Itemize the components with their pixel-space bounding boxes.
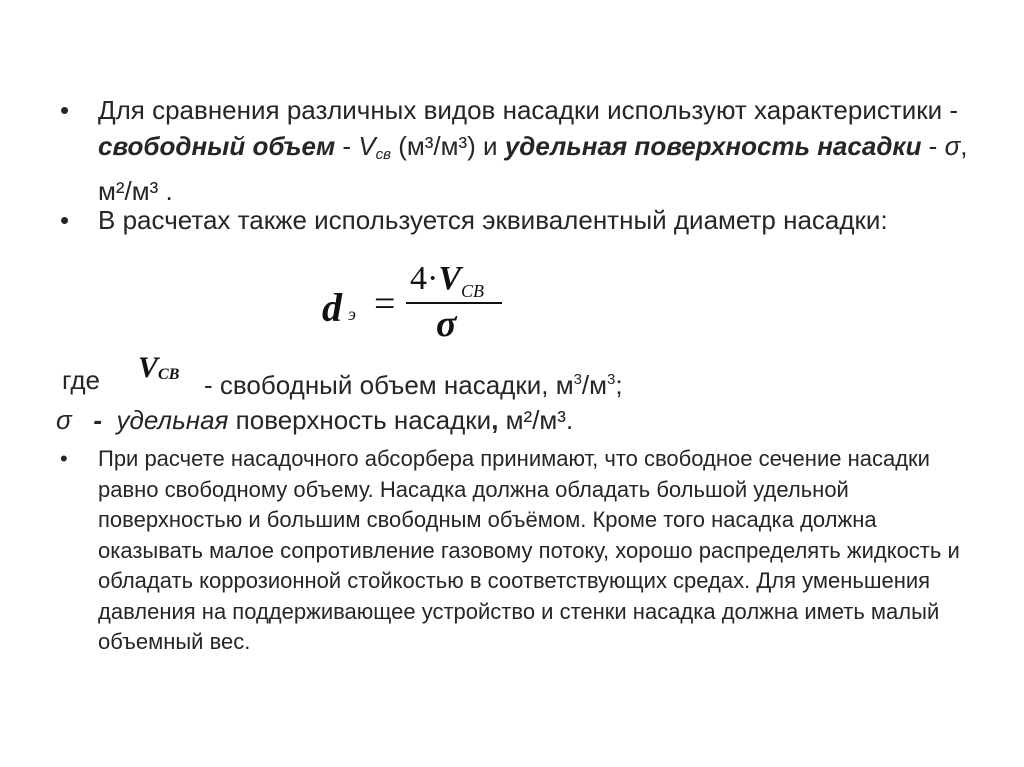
bullet-text xyxy=(98,92,978,209)
formula-equals: = xyxy=(374,283,396,325)
sigma-comma: , xyxy=(491,405,499,435)
where-description xyxy=(204,362,623,403)
formula-coef: 4· xyxy=(410,260,439,297)
where-var xyxy=(138,350,179,393)
where-sup: 3 xyxy=(607,371,616,388)
formula-num-var: V xyxy=(438,260,462,297)
var-v: V xyxy=(358,131,376,161)
formula-lhs-sub: э xyxy=(348,304,356,324)
bullet-text: В расчетах также используется эквивалентный диаметр насадки: xyxy=(98,205,888,235)
sigma-rest: поверхность насадки xyxy=(228,405,492,435)
sigma-line xyxy=(56,402,956,438)
text-part: (м³/м³) и xyxy=(391,131,505,161)
where-line xyxy=(62,351,962,400)
where-label: где xyxy=(62,365,100,395)
var-v-sub: св xyxy=(375,146,391,163)
formula-lhs: d xyxy=(322,285,342,330)
bullet-marker: • xyxy=(60,95,70,125)
bullet-marker: • xyxy=(60,446,68,471)
bullet-text: При расчете насадочного абсорбера принимают, что свободное сечение насадки равно свободному объему. Насадка должна обладать большой удельной поверхностью и большим свободным объёмом. Кроме того насадка должна оказывать малое сопротивление газовому потоку, хорошо распределять жидкость и обладать коррозионной стойкостью в соответствующих средах. Для уменьшения давления на поддерживающее устройство и стенки насадка должна иметь малый объемный вес. xyxy=(98,446,960,654)
formula-numerator xyxy=(410,260,484,302)
term-specific-surface: удельная поверхность насадки xyxy=(504,131,922,161)
sigma-dash: - xyxy=(71,405,117,435)
sigma-var: σ xyxy=(56,405,72,435)
text-part: Для сравнения различных видов насадки используют характеристики - xyxy=(98,95,959,125)
formula-denominator: σ xyxy=(436,303,457,345)
bullet-marker: • xyxy=(60,205,70,235)
sigma-term: удельная xyxy=(116,405,229,435)
where-sup: 3 xyxy=(573,371,582,388)
where-var-sub: СВ xyxy=(158,366,180,383)
formula-num-sub: СВ xyxy=(461,281,485,301)
formula-equivalent-diameter xyxy=(318,260,518,350)
sigma-units: м²/м³. xyxy=(498,405,574,435)
where-mid: /м xyxy=(581,370,608,400)
where-var-letter: V xyxy=(138,351,159,384)
where-text: - свободный объем насадки, м xyxy=(204,370,574,400)
text-part: , м²/м³ . xyxy=(98,131,968,206)
term-free-volume: свободный объем xyxy=(98,131,336,161)
text-part: - xyxy=(335,131,359,161)
var-sigma: σ xyxy=(944,131,961,161)
where-end: ; xyxy=(615,370,623,400)
text-part: - xyxy=(921,131,945,161)
